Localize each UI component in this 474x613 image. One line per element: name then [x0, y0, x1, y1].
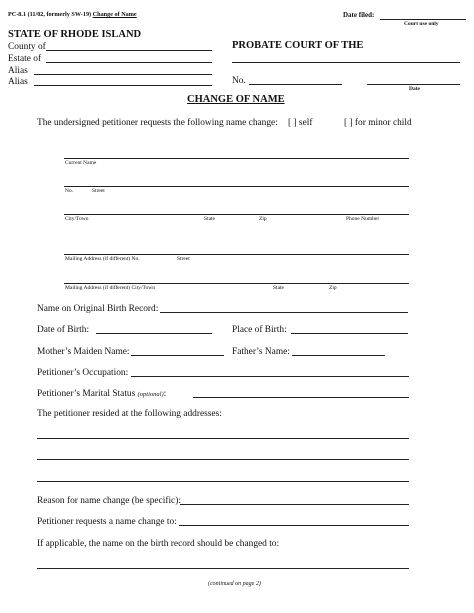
- address-history-line-2[interactable]: [37, 459, 409, 460]
- mailing-state-label: State: [273, 285, 284, 291]
- alias2-field[interactable]: [34, 85, 212, 86]
- mailing-street-field[interactable]: [64, 254, 409, 255]
- option-self-checkbox[interactable]: [ ] self: [288, 118, 313, 128]
- address-history-line-3[interactable]: [37, 481, 409, 482]
- birth-record-name-field[interactable]: [160, 312, 408, 313]
- court-date-label: Date: [409, 86, 420, 92]
- phone-label: Phone Number: [346, 216, 380, 222]
- alias2-label: Alias: [8, 77, 28, 87]
- form-id-header: [8, 11, 137, 18]
- marital-status-field[interactable]: [193, 397, 409, 398]
- maiden-name-field[interactable]: [131, 355, 224, 356]
- birth-record-change-field[interactable]: [37, 568, 409, 569]
- mailing-no-label: Mailing Address (if different) No.: [65, 256, 140, 262]
- birth-record-change-label: If applicable, the name on the birth record should be changed to:: [37, 539, 280, 549]
- form-name: Change of Name: [92, 11, 137, 18]
- no-label: No.: [65, 188, 74, 194]
- occupation-field[interactable]: [131, 376, 409, 377]
- alias1-label: Alias: [8, 66, 28, 76]
- county-label: County of: [8, 42, 46, 52]
- maiden-name-label: Mother’s Maiden Name:: [37, 347, 130, 357]
- mailing-city-label: Mailing Address (if different) City/Town: [65, 285, 155, 291]
- court-date-field[interactable]: [367, 84, 460, 85]
- dob-label: Date of Birth:: [37, 325, 90, 335]
- marital-status-text: Petitioner’s Marital Status: [37, 389, 136, 399]
- court-name-field[interactable]: [232, 62, 460, 63]
- court-use-label: Court use only: [404, 21, 439, 27]
- continued-note: (continued on page 2): [208, 581, 261, 587]
- city-state-zip-phone-field[interactable]: [64, 214, 409, 215]
- dob-field[interactable]: [96, 333, 212, 334]
- city-label: City/Town: [65, 216, 89, 222]
- date-filed-label: Date filed:: [343, 11, 375, 19]
- alias1-field[interactable]: [34, 74, 212, 75]
- street-label: Street: [92, 188, 105, 194]
- date-filed-field[interactable]: [380, 19, 466, 20]
- street-address-field[interactable]: [64, 186, 409, 187]
- zip-label: Zip: [259, 216, 267, 222]
- state-label: State: [204, 216, 215, 222]
- place-of-birth-field[interactable]: [291, 333, 408, 334]
- mailing-street-label: Street: [177, 256, 190, 262]
- occupation-label: Petitioner’s Occupation:: [37, 368, 129, 378]
- state-title: STATE OF RHODE ISLAND: [8, 29, 142, 40]
- requests-change-field[interactable]: [179, 525, 409, 526]
- marital-status-label: [37, 389, 166, 399]
- court-title: PROBATE COURT OF THE: [232, 40, 364, 51]
- mailing-zip-label: Zip: [329, 285, 337, 291]
- requests-change-label: Petitioner requests a name change to:: [37, 517, 177, 527]
- county-field[interactable]: [46, 50, 212, 51]
- estate-label: Estate of: [8, 54, 42, 64]
- case-no-field[interactable]: [249, 84, 342, 85]
- current-name-field[interactable]: [64, 158, 409, 159]
- reason-field[interactable]: [180, 504, 409, 505]
- birth-record-name-label: Name on Original Birth Record:: [37, 304, 159, 314]
- request-text: The undersigned petitioner requests the following name change:: [37, 118, 278, 128]
- estate-field[interactable]: [46, 62, 212, 63]
- marital-colon: :: [163, 389, 167, 399]
- place-of-birth-label: Place of Birth:: [232, 325, 287, 335]
- form-id: PC-8.1 (11/02, formerly SW-19): [8, 11, 92, 18]
- option-minor-child-checkbox[interactable]: [ ] for minor child: [344, 118, 412, 128]
- marital-optional-text: (optional): [137, 391, 164, 398]
- case-no-label: No.: [232, 76, 246, 86]
- form-title: CHANGE OF NAME: [187, 94, 285, 105]
- father-name-field[interactable]: [292, 355, 385, 356]
- address-history-line-1[interactable]: [37, 438, 409, 439]
- current-name-label: Current Name: [65, 160, 97, 166]
- reason-label: Reason for name change (be specific):: [37, 496, 181, 506]
- father-name-label: Father’s Name:: [232, 347, 290, 357]
- mailing-city-field[interactable]: [64, 283, 409, 284]
- resided-label: The petitioner resided at the following addresses:: [37, 409, 222, 419]
